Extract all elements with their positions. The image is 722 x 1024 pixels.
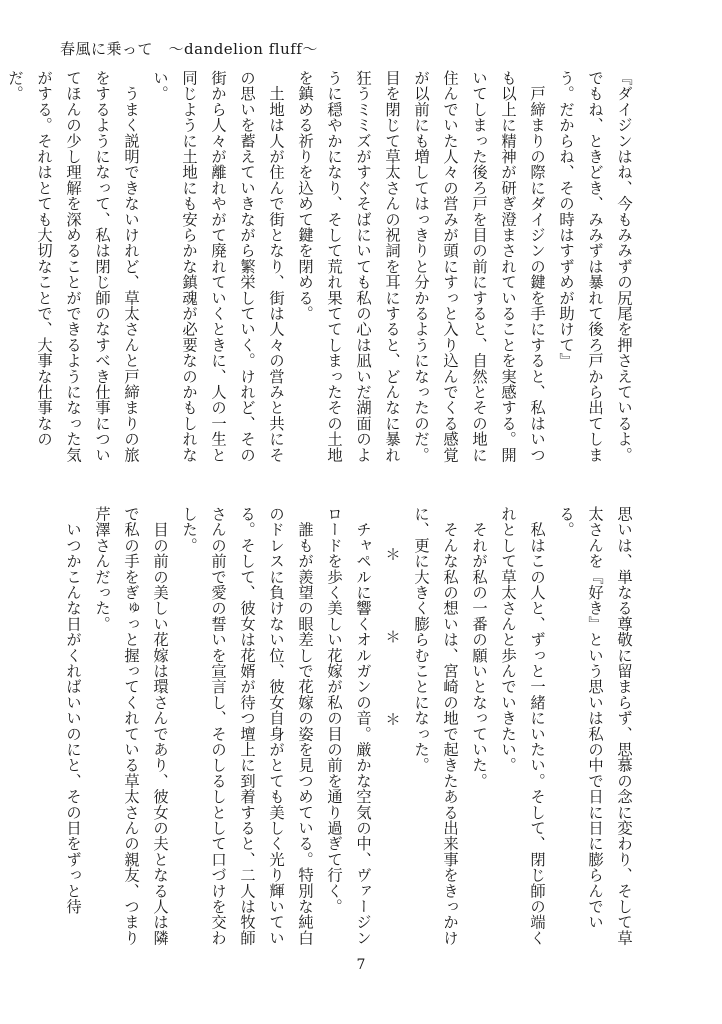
paragraph: それが私の一番の願いとなっていた。: [470, 506, 488, 789]
paragraph: そんな私の想いは、宮崎の地で起きたある出来事をきっかけに、更に大きく膨らむことになった。: [412, 506, 459, 946]
paragraph: 目の前の美しい花嫁は環さんであり、彼女の夫となる人は隣で私の手をぎゅっと握ってくれている草太さんの親友、つまり芹澤さんだった。: [93, 506, 169, 946]
paragraph: 『ダイジンはね、今もみみずの尻尾を押さえているよ。でもね、ときどき、みみずは暴れて後ろ戸から出てしまう。だからね、その時はすずめが助けて』: [557, 70, 633, 463]
paragraph: 私はこの人と、ずっと一緒にいたい。そして、閉じ師の端くれとして草太さんと歩んでいきたい。: [499, 506, 546, 946]
paragraph: 思いは、単なる尊敬に留まらず、思慕の念に変わり、そして草太さんを『好き』という思いは私の中で日に日に膨らんでいる。: [557, 506, 633, 946]
paragraph: うまく説明できないけれど、草太さんと戸締まりの旅をするようになって、私は閉じ師のなすべき仕事についてほんの少し理解を深めることができるようになった気がする。それはとても大切なことで、大事な仕事なのだ。: [6, 70, 140, 463]
page-number: 7: [356, 957, 366, 973]
running-header: 春風に乗って ～dandelion fluff～: [60, 40, 318, 58]
lower-text-block: [64, 506, 638, 946]
scene-break: ＊ ＊ ＊: [383, 546, 401, 753]
paragraph: 戸締まりの際にダイジンの鍵を手にすると、私はいつも以上に精神が研ぎ澄まされていることを実感する。開いてしまった後ろ戸を目の前にすると、自然とその地に住んでいた人々の営みが頭にすっと入り込んでくる感覚が以前にも増してはっきりと分かるようになったのだ。目を閉じて草太さんの祝詞を耳にすると、どんなに暴れ狂うミミズがすぐそばにいても私の心は凪いだ湖面のように穏やかになり、そして荒れ果ててしまったその土地を鎮める祈りを込めて鍵を閉める。: [296, 70, 546, 463]
upper-text-block: [6, 70, 638, 475]
paragraph: 誰もが羨望の眼差しで花嫁の姿を見つめている。特別な純白のドレスに負けない位、彼女自身がとても美しく光り輝いている。そして、彼女は花婿が待つ壇上に到着すると、二人は牧師さんの前で愛の誓いを宣言し、そのしるしとして口づけを交わした。: [180, 506, 314, 946]
paragraph: いつかこんな日がくればいいのにと、その日をずっと待: [64, 506, 82, 915]
paragraph: チャペルに響くオルガンの音。厳かな空気の中、ヴァージンロードを歩く美しい花嫁が私の目の前を通り過ぎて行く。: [325, 506, 372, 946]
paragraph: 土地は人が住んで街となり、街は人々の営みと共にその思いを蓄えていきながら繁栄していく。けれど、その街から人々が離れやがて廃れていくときに、人の一生と同じように土地にも安らかな鎮魂が必要なのかもしれない。: [151, 70, 285, 463]
